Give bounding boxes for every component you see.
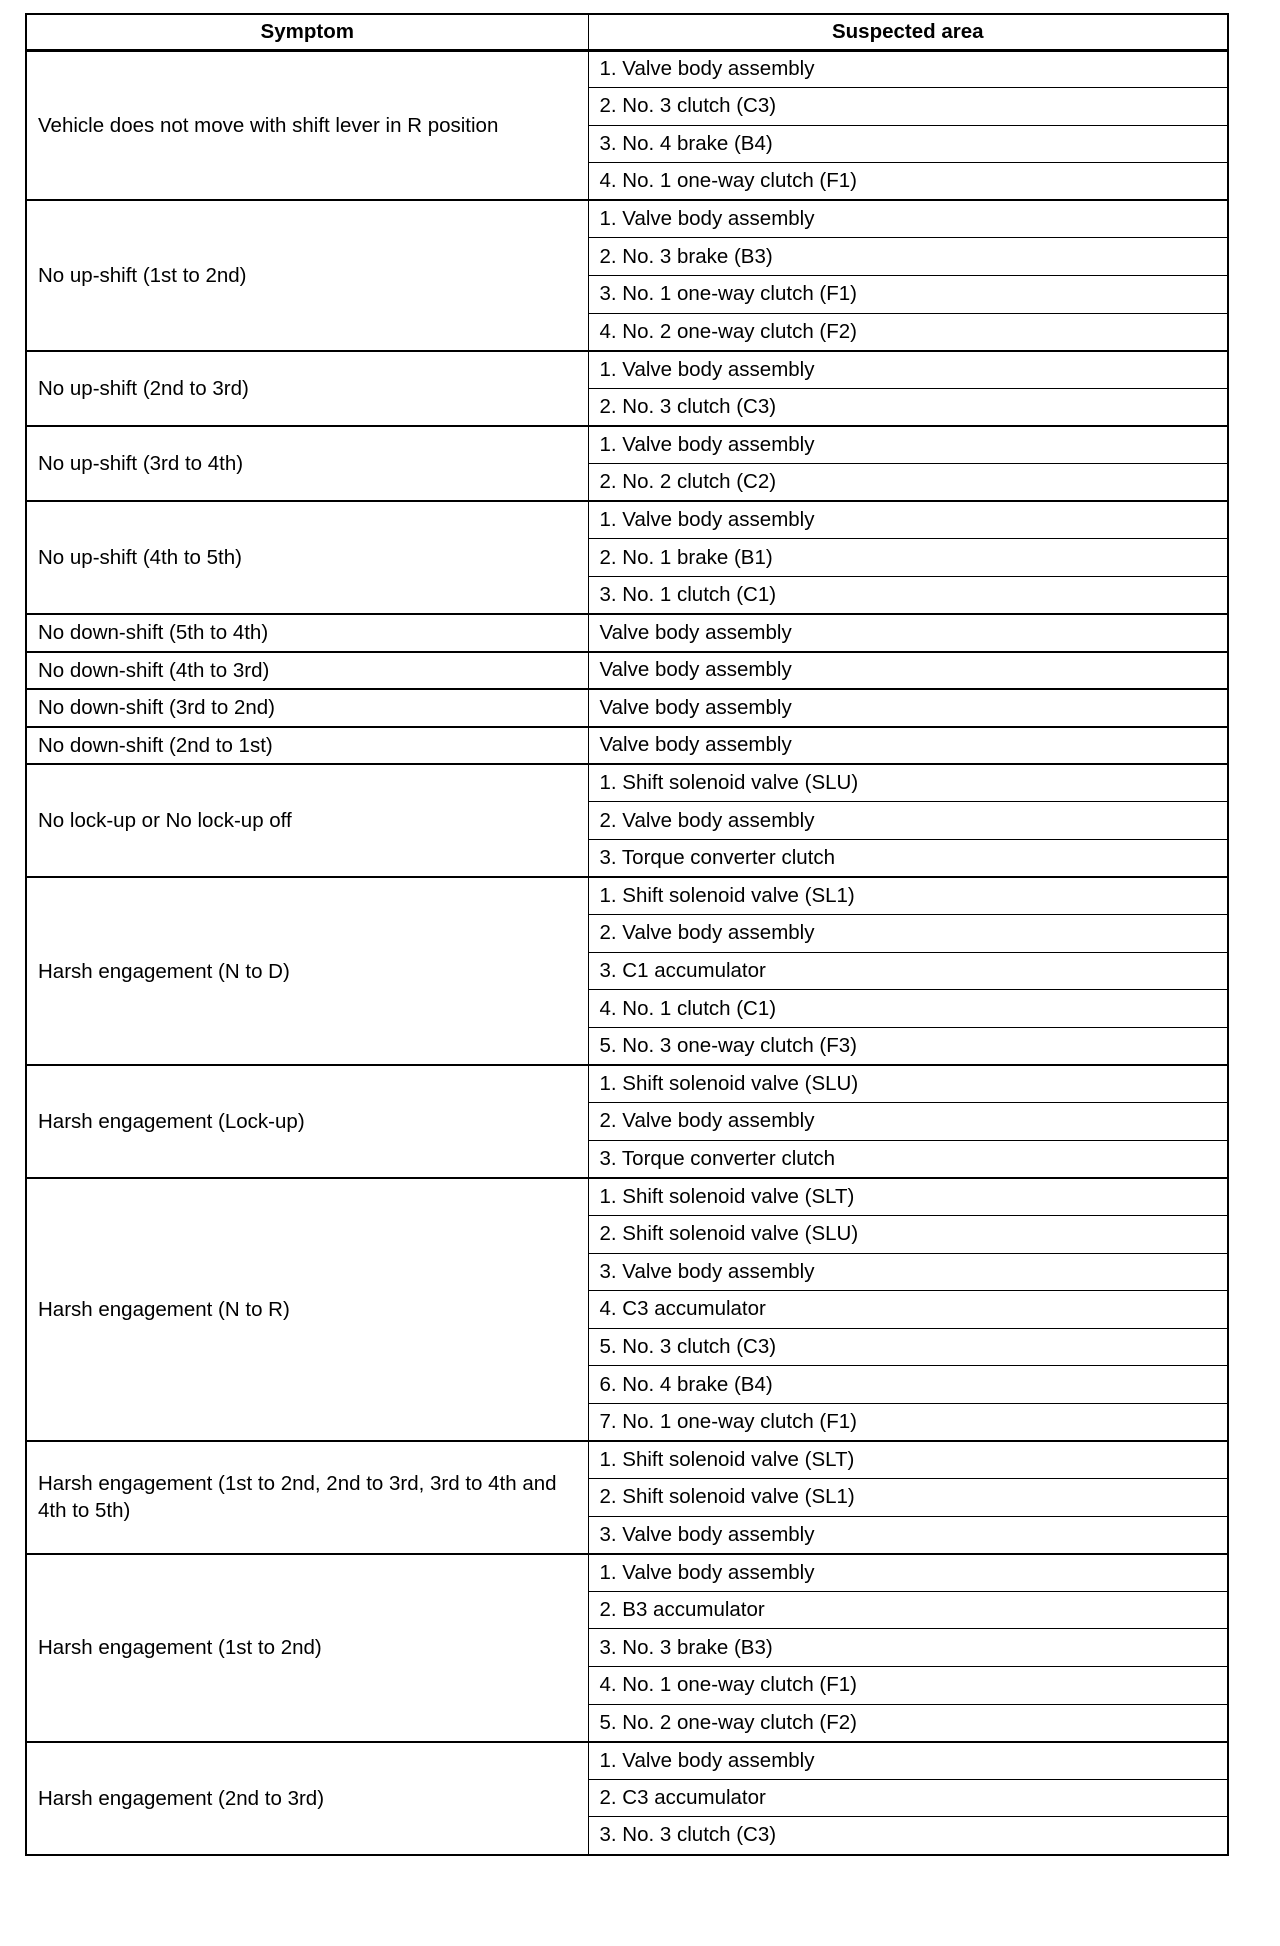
table-row — [26, 426, 1228, 464]
symptom-cell: No down-shift (5th to 4th) — [26, 614, 588, 652]
suspected-area-cell: 2. B3 accumulator — [588, 1591, 1228, 1629]
table-row — [26, 1441, 1228, 1479]
suspected-area-cell: 3. Valve body assembly — [588, 1516, 1228, 1554]
suspected-area-cell: 3. No. 3 clutch (C3) — [588, 1817, 1228, 1855]
symptom-cell: Harsh engagement (N to R) — [26, 1178, 588, 1441]
suspected-area-cell: 4. No. 1 clutch (C1) — [588, 990, 1228, 1028]
suspected-area-cell: 3. No. 4 brake (B4) — [588, 125, 1228, 163]
suspected-area-cell: 4. No. 1 one-way clutch (F1) — [588, 1667, 1228, 1705]
suspected-area-cell: 4. No. 2 one-way clutch (F2) — [588, 313, 1228, 351]
suspected-area-cell: 6. No. 4 brake (B4) — [588, 1366, 1228, 1404]
troubleshooting-table — [25, 13, 1229, 1856]
symptom-cell: No up-shift (4th to 5th) — [26, 501, 588, 614]
symptom-cell: Harsh engagement (Lock-up) — [26, 1065, 588, 1178]
suspected-area-cell: 2. No. 1 brake (B1) — [588, 539, 1228, 577]
suspected-area-cell: Valve body assembly — [588, 689, 1228, 727]
suspected-area-cell: 1. Valve body assembly — [588, 351, 1228, 389]
symptom-cell: Harsh engagement (1st to 2nd, 2nd to 3rd, 3rd to 4th and 4th to 5th) — [26, 1441, 588, 1554]
suspected-area-cell: 2. Shift solenoid valve (SL1) — [588, 1479, 1228, 1517]
suspected-area-cell: 3. No. 1 clutch (C1) — [588, 576, 1228, 614]
suspected-area-cell: 1. Shift solenoid valve (SLU) — [588, 1065, 1228, 1103]
suspected-area-cell: 2. Valve body assembly — [588, 802, 1228, 840]
suspected-area-cell: 2. C3 accumulator — [588, 1779, 1228, 1817]
table-row — [26, 1554, 1228, 1592]
suspected-area-cell: 2. No. 2 clutch (C2) — [588, 464, 1228, 502]
table-row — [26, 200, 1228, 238]
symptom-cell: Harsh engagement (2nd to 3rd) — [26, 1742, 588, 1855]
table-row — [26, 1742, 1228, 1780]
suspected-area-cell: 5. No. 3 clutch (C3) — [588, 1328, 1228, 1366]
suspected-area-cell: 1. Shift solenoid valve (SLU) — [588, 764, 1228, 802]
suspected-area-cell: 5. No. 3 one-way clutch (F3) — [588, 1027, 1228, 1065]
suspected-area-cell: 2. Valve body assembly — [588, 1103, 1228, 1141]
suspected-area-cell: 4. C3 accumulator — [588, 1291, 1228, 1329]
suspected-area-cell: 2. Shift solenoid valve (SLU) — [588, 1215, 1228, 1253]
suspected-area-cell: 1. Valve body assembly — [588, 501, 1228, 539]
suspected-area-cell: 1. Shift solenoid valve (SLT) — [588, 1178, 1228, 1216]
suspected-area-cell: 3. C1 accumulator — [588, 952, 1228, 990]
table-row — [26, 501, 1228, 539]
suspected-area-cell: 2. Valve body assembly — [588, 915, 1228, 953]
suspected-area-cell: 3. Torque converter clutch — [588, 1140, 1228, 1178]
suspected-area-cell: 1. Shift solenoid valve (SLT) — [588, 1441, 1228, 1479]
suspected-area-cell: 4. No. 1 one-way clutch (F1) — [588, 163, 1228, 201]
table-row — [26, 614, 1228, 652]
symptom-cell: Vehicle does not move with shift lever in R position — [26, 50, 588, 200]
suspected-area-cell: 1. Valve body assembly — [588, 1554, 1228, 1592]
table-row — [26, 351, 1228, 389]
suspected-area-cell: 3. No. 1 one-way clutch (F1) — [588, 276, 1228, 314]
suspected-area-cell: Valve body assembly — [588, 652, 1228, 690]
suspected-area-cell: 1. Valve body assembly — [588, 426, 1228, 464]
table-row — [26, 764, 1228, 802]
suspected-area-cell: 3. Valve body assembly — [588, 1253, 1228, 1291]
suspected-area-cell: 3. Torque converter clutch — [588, 839, 1228, 877]
symptom-cell: Harsh engagement (1st to 2nd) — [26, 1554, 588, 1742]
symptom-cell: No down-shift (2nd to 1st) — [26, 727, 588, 765]
suspected-area-cell: 2. No. 3 clutch (C3) — [588, 88, 1228, 126]
table-row — [26, 689, 1228, 727]
table-row — [26, 50, 1228, 88]
suspected-area-cell: 7. No. 1 one-way clutch (F1) — [588, 1403, 1228, 1441]
suspected-area-cell: Valve body assembly — [588, 614, 1228, 652]
suspected-area-cell: 1. Valve body assembly — [588, 200, 1228, 238]
symptom-cell: No up-shift (3rd to 4th) — [26, 426, 588, 501]
suspected-area-cell: Valve body assembly — [588, 727, 1228, 765]
table-row — [26, 652, 1228, 690]
suspected-area-cell: 3. No. 3 brake (B3) — [588, 1629, 1228, 1667]
symptom-cell: No up-shift (1st to 2nd) — [26, 200, 588, 350]
symptom-cell: No down-shift (3rd to 2nd) — [26, 689, 588, 727]
table-row — [26, 877, 1228, 915]
symptom-cell: Harsh engagement (N to D) — [26, 877, 588, 1065]
symptom-cell: No down-shift (4th to 3rd) — [26, 652, 588, 690]
suspected-area-cell: 2. No. 3 brake (B3) — [588, 238, 1228, 276]
table-row — [26, 727, 1228, 765]
symptom-cell: No up-shift (2nd to 3rd) — [26, 351, 588, 426]
suspected-area-cell: 1. Valve body assembly — [588, 1742, 1228, 1780]
table-row — [26, 1065, 1228, 1103]
suspected-area-cell: 2. No. 3 clutch (C3) — [588, 388, 1228, 426]
table-body — [26, 50, 1228, 1855]
table-row — [26, 1178, 1228, 1216]
suspected-area-cell: 1. Valve body assembly — [588, 50, 1228, 88]
suspected-area-column-header: Suspected area — [588, 14, 1228, 50]
symptom-cell: No lock-up or No lock-up off — [26, 764, 588, 877]
suspected-area-cell: 5. No. 2 one-way clutch (F2) — [588, 1704, 1228, 1742]
suspected-area-cell: 1. Shift solenoid valve (SL1) — [588, 877, 1228, 915]
table-header-row — [26, 14, 1228, 50]
symptom-column-header: Symptom — [26, 14, 588, 50]
troubleshooting-table-container — [25, 13, 1227, 1856]
